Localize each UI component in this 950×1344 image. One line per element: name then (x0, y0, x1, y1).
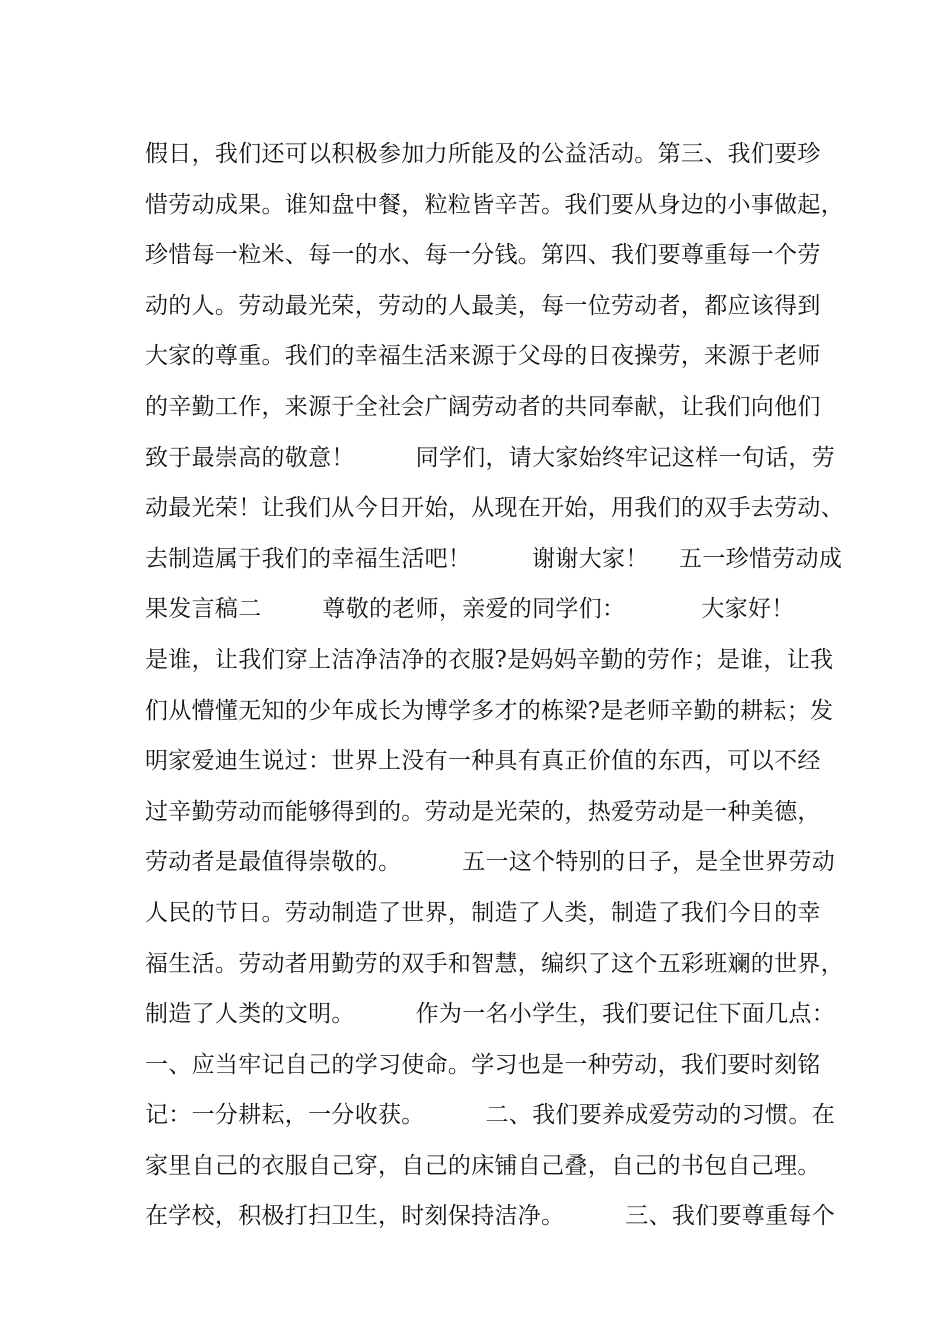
text-line: 去制造属于我们的幸福生活吧！ 谢谢大家！ 五一珍惜劳动成 (145, 545, 843, 572)
text-line: 假日，我们还可以积极参加力所能及的公益活动。第三、我们要珍 (145, 141, 821, 167)
text-line: 动的人。劳动最光荣，劳动的人最美，每一位劳动者，都应该得到 (145, 292, 821, 319)
text-line: 大家的尊重。我们的幸福生活来源于父母的日夜操劳，来源于老师 (145, 343, 821, 370)
text-line: 们从懵懂无知的少年成长为博学多才的栋梁?是老师辛勤的耕耘；发 (145, 697, 834, 724)
text-line: 福生活。劳动者用勤劳的双手和智慧，编织了这个五彩班斓的世界， (145, 950, 844, 977)
text-line: 珍惜每一粒米、每一的水、每一分钱。第四、我们要尊重每一个劳 (145, 242, 821, 269)
text-line: 在学校，积极打扫卫生，时刻保持洁净。 三、我们要尊重每个 (145, 1203, 835, 1230)
text-line: 果发言稿二 尊敬的老师，亲爱的同学们： 大家好！ (145, 596, 795, 623)
text-line: 明家爱迪生说过：世界上没有一种具有真正价值的东西，可以不经 (145, 748, 821, 775)
text-line: 家里自己的衣服自己穿，自己的床铺自己叠，自己的书包自己理。 (145, 1152, 821, 1179)
text-line: 动最光荣！让我们从今日开始，从现在开始，用我们的双手去劳动、 (145, 495, 844, 522)
text-line: 制造了人类的文明。 作为一名小学生，我们要记住下面几点： (145, 1001, 835, 1028)
text-line: 记：一分耕耘，一分收获。 二、我们要养成爱劳动的习惯。在 (145, 1102, 835, 1129)
text-line: 过辛勤劳动而能够得到的。劳动是光荣的，热爱劳动是一种美德， (145, 798, 821, 825)
text-line: 的辛勤工作，来源于全社会广阔劳动者的共同奉献，让我们向他们 (145, 393, 821, 420)
text-line: 劳动者是最值得崇敬的。 五一这个特别的日子，是全世界劳动 (145, 849, 835, 876)
text-line: 致于最崇高的敬意！ 同学们，请大家始终牢记这样一句话，劳 (145, 444, 835, 471)
text-line: 人民的节日。劳动制造了世界，制造了人类，制造了我们今日的幸 (145, 899, 821, 926)
text-line: 惜劳动成果。谁知盘中餐，粒粒皆辛苦。我们要从身边的小事做起， (145, 191, 844, 218)
text-line: 是谁，让我们穿上洁净洁净的衣服?是妈妈辛勤的劳作；是谁，让我 (145, 646, 834, 673)
body-text (145, 129, 844, 1242)
text-line: 一、应当牢记自己的学习使命。学习也是一种劳动，我们要时刻铭 (145, 1051, 821, 1078)
